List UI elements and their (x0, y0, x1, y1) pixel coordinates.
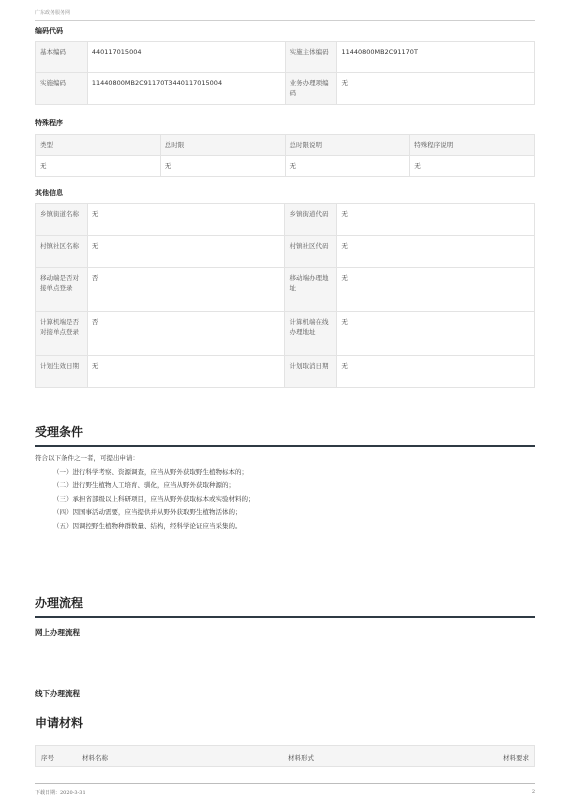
village-name-value: 无 (87, 236, 285, 268)
village-code-value: 无 (337, 236, 535, 268)
table-row (36, 42, 535, 73)
condition-item: （一）进行科学考察、资源调查，应当从野外获取野生植物标本的； (53, 467, 248, 476)
other-table (35, 203, 535, 388)
col-material-form: 材料形式 (288, 754, 314, 762)
town-name-label: 乡镇街道名称 (36, 204, 88, 236)
business-code-label: 业务办理项编码 (285, 73, 337, 105)
offline-process-title: 线下办理流程 (35, 689, 80, 698)
col-special-note: 特殊程序说明 (410, 135, 535, 156)
basic-code-label: 基本编码 (36, 42, 88, 73)
subject-code-value: 11440800MB2C91170T (337, 42, 535, 73)
subject-code-label: 实施主体编码 (285, 42, 337, 73)
town-code-value: 无 (337, 204, 535, 236)
page-footer (35, 783, 535, 796)
materials-table-header (35, 745, 535, 767)
materials-title: 申请材料 (35, 716, 84, 730)
impl-code-label: 实施编码 (36, 73, 88, 105)
cell: 无 (285, 156, 410, 177)
page-number: 2 (531, 789, 535, 795)
other-section-title: 其他信息 (35, 189, 63, 197)
mobile-address-value: 无 (337, 268, 535, 312)
download-date: 下载日期：2020-3-31 (35, 790, 86, 796)
impl-code-value: 11440800MB2C91170T3440117015004 (87, 73, 285, 105)
online-process-title: 网上办理流程 (35, 628, 80, 637)
condition-item: （二）进行野生植物人工培育、驯化，应当从野外获取种源的； (53, 481, 235, 489)
plan-cancel-label: 计划取消日期 (285, 356, 337, 388)
page-header (35, 9, 535, 21)
col-material-req: 材料要求 (503, 754, 529, 762)
cell: 无 (410, 156, 535, 177)
condition-item: （三）承担省部级以上科研项目，应当从野外获取标本或实验材料的； (53, 494, 255, 503)
pc-address-label: 计算机端在线办理地址 (285, 312, 337, 356)
special-table (35, 134, 535, 177)
table-row (36, 156, 535, 177)
table-row (36, 268, 535, 312)
acceptance-intro: 符合以下条件之一者，可提出申请： (35, 454, 139, 462)
cell: 无 (160, 156, 285, 177)
village-code-label: 村镇社区代码 (285, 236, 337, 268)
col-time-note: 总时限说明 (285, 135, 410, 156)
pc-sso-value: 否 (87, 312, 285, 356)
condition-item: （四）因国事活动需要，应当提供并从野外获取野生植物活体的； (53, 508, 242, 516)
plan-cancel-value: 无 (337, 356, 535, 388)
col-material-name: 材料名称 (82, 754, 108, 762)
plan-effective-label: 计划生效日期 (36, 356, 88, 388)
acceptance-conditions (35, 452, 535, 533)
table-row (36, 73, 535, 105)
code-section-title: 编码代码 (35, 27, 63, 35)
col-time-limit: 总时限 (160, 135, 285, 156)
acceptance-title: 受理条件 (35, 423, 535, 447)
mobile-sso-label: 移动端是否对接单点登录 (36, 268, 88, 312)
table-row (36, 356, 535, 388)
business-code-value: 无 (337, 73, 535, 105)
process-title: 办理流程 (35, 594, 535, 618)
mobile-sso-value: 否 (87, 268, 285, 312)
town-code-label: 乡镇街道代码 (285, 204, 337, 236)
village-name-label: 村镇社区名称 (36, 236, 88, 268)
pc-sso-label: 计算机端是否对接单点登录 (36, 312, 88, 356)
mobile-address-label: 移动端办理地址 (285, 268, 337, 312)
plan-effective-value: 无 (87, 356, 285, 388)
basic-code-value: 440117015004 (87, 42, 285, 73)
table-header-row (36, 135, 535, 156)
pc-address-value: 无 (337, 312, 535, 356)
condition-item: （五）因调控野生植物种群数量、结构，经科学论证应当采集的。 (53, 521, 242, 530)
special-section-title: 特殊程序 (35, 119, 63, 127)
code-table (35, 41, 535, 105)
town-name-value: 无 (87, 204, 285, 236)
cell: 无 (36, 156, 161, 177)
table-row (36, 236, 535, 268)
table-row (36, 204, 535, 236)
site-name: 广东政务服务网 (35, 10, 71, 16)
col-type: 类型 (36, 135, 161, 156)
table-row (36, 312, 535, 356)
col-seq: 序号 (41, 754, 54, 762)
